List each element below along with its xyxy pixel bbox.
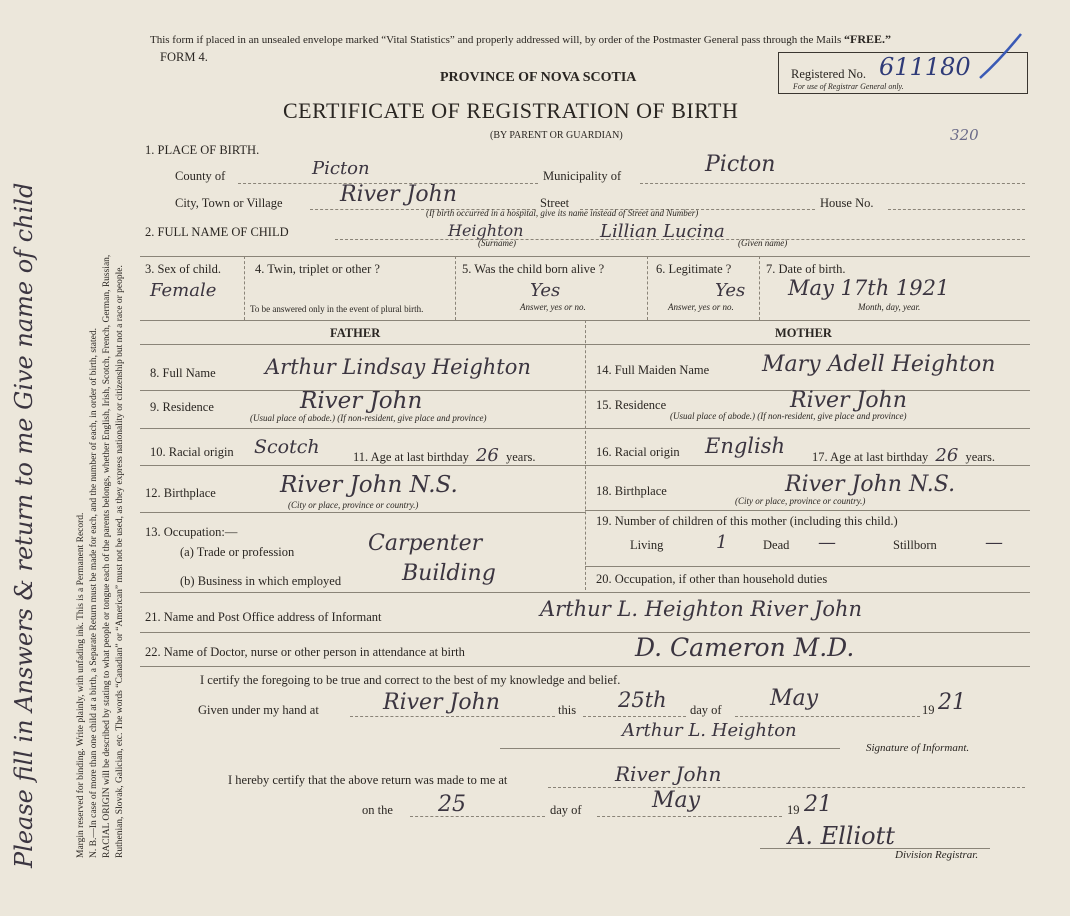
father-name-value: Arthur Lindsay Heighton <box>265 355 531 379</box>
sex-label: 3. Sex of child. <box>145 262 222 276</box>
registrar-signature-label: Division Registrar. <box>895 849 979 861</box>
mother-race-value: English <box>705 434 786 458</box>
mother-race-label: 16. Racial origin <box>596 445 680 459</box>
father-residence-note: (Usual place of abode.) (If non-resident, give place and province) <box>250 413 487 423</box>
child-name-label: 2. FULL NAME OF CHILD <box>145 225 289 239</box>
child-surname: Heighton <box>448 221 524 240</box>
municipality-value: Picton <box>705 152 776 177</box>
informant-signature-label: Signature of Informant. <box>866 742 970 754</box>
father-race-value: Scotch <box>254 436 320 458</box>
surname-note: (Surname) <box>478 238 516 248</box>
father-occupation-label: 13. Occupation:— <box>145 525 238 539</box>
informant-signature: Arthur L. Heighton <box>622 720 797 741</box>
legitimate-note: Answer, yes or no. <box>668 302 734 312</box>
this-label: this <box>558 703 577 717</box>
date-of-birth-value: May 17th 1921 <box>788 276 950 300</box>
living-label: Living <box>630 538 664 552</box>
father-trade-label: (a) Trade or profession <box>180 545 295 559</box>
city-label: City, Town or Village <box>175 196 283 210</box>
father-age-value: 26 <box>475 445 499 466</box>
stillborn-value: — <box>985 532 1003 553</box>
margin-note-racial-origin-1: RACIAL ORIGIN will be described by stating to what people or tongue each of the parents belongs, whether English, Irish, Scotch, French, German, Russian, <box>102 254 112 858</box>
stillborn-label: Stillborn <box>893 538 937 552</box>
hospital-note: (If birth occurred in a hospital, give its name instead of Street and Number) <box>426 208 699 218</box>
father-birthplace-label: 12. Birthplace <box>145 486 216 500</box>
registrar-year-prefix: 19 <box>787 803 800 817</box>
informant-value: Arthur L. Heighton River John <box>540 597 863 621</box>
date-of-birth-note: Month, day, year. <box>858 302 921 312</box>
mother-birthplace-value: River John N.S. <box>785 472 956 497</box>
father-age-label: 11. Age at last birthday 26 years. <box>353 445 536 466</box>
alive-value: Yes <box>530 280 561 301</box>
father-residence-value: River John <box>300 388 423 414</box>
registrar-statement: I hereby certify that the above return was made to me at <box>228 773 508 787</box>
margin-note-multiple-births: N. B.—In case of more than one child at a birth, a Separate Return must be made for each, and the number of each, in order of birth, stated. <box>89 328 99 858</box>
registrar-month-value: May <box>652 788 701 813</box>
living-value: 1 <box>716 532 728 553</box>
registrar-on-label: on the <box>362 803 393 817</box>
form-number: FORM 4. <box>160 50 208 64</box>
dead-value: — <box>818 532 836 553</box>
county-label: County of <box>175 169 226 183</box>
mother-age-value: 26 <box>935 445 959 466</box>
registrar-dayof-label: day of <box>550 803 582 817</box>
municipality-label: Municipality of <box>543 169 622 183</box>
dead-label: Dead <box>763 538 790 552</box>
given-year-prefix: 19 <box>922 703 935 717</box>
mother-residence-value: River John <box>790 388 907 413</box>
margin-note-racial-origin-2: Ruthenian, Slovak, Galician, etc. The words “Canadian” or “American” must not be used, as they express nationality or citizenship but not a race or people. <box>115 265 125 858</box>
province-heading: PROVINCE OF NOVA SCOTIA <box>440 70 637 85</box>
county-value: Picton <box>312 158 370 179</box>
mother-name-label: 14. Full Maiden Name <box>596 363 710 377</box>
legitimate-value: Yes <box>715 280 746 301</box>
mother-residence-note: (Usual place of abode.) (If non-resident, give place and province) <box>670 411 907 421</box>
alive-note: Answer, yes or no. <box>520 302 586 312</box>
mother-birthplace-label: 18. Birthplace <box>596 484 667 498</box>
father-trade-value: Carpenter <box>368 531 483 556</box>
doctor-value: D. Cameron M.D. <box>635 633 855 662</box>
registrar-signature: A. Elliott <box>788 822 895 850</box>
mother-heading: MOTHER <box>775 326 832 340</box>
mother-birthplace-note: (City or place, province or country.) <box>735 496 866 506</box>
mother-residence-label: 15. Residence <box>596 398 667 412</box>
father-birthplace-note: (City or place, province or country.) <box>288 500 419 510</box>
corner-pencil-mark: 320 <box>950 126 979 144</box>
father-business-label: (b) Business in which employed <box>180 574 342 588</box>
given-under-label: Given under my hand at <box>198 703 319 717</box>
place-of-birth-heading: 1. PLACE OF BIRTH. <box>145 143 260 157</box>
alive-label: 5. Was the child born alive ? <box>462 262 605 276</box>
child-given-name: Lillian Lucina <box>600 221 725 242</box>
registered-note: For use of Registrar General only. <box>793 82 904 91</box>
given-day-value: 25th <box>618 688 667 712</box>
father-heading: FATHER <box>330 326 381 340</box>
margin-note-binding: Margin reserved for binding. Write plainly, with unfading ink. This is a Permanent Record. <box>76 512 86 858</box>
page-title: CERTIFICATE OF REGISTRATION OF BIRTH <box>283 98 739 123</box>
father-business-value: Building <box>402 561 496 586</box>
mother-age-label: 17. Age at last birthday 26 years. <box>812 445 995 466</box>
postal-notice: This form if placed in an unsealed envelope marked “Vital Statistics” and properly addressed will, by order of the Postmaster General pass through the Mails “FREE.” <box>150 32 891 46</box>
certify-statement: I certify the foregoing to be true and correct to the best of my knowledge and belief. <box>200 673 621 687</box>
given-month-value: May <box>770 686 819 711</box>
registrar-place-value: River John <box>615 762 722 786</box>
mother-children-label: 19. Number of children of this mother (including this child.) <box>596 514 898 528</box>
page-subtitle: (BY PARENT OR GUARDIAN) <box>490 130 623 141</box>
mother-name-value: Mary Adell Heighton <box>762 352 996 377</box>
given-year-value: 21 <box>938 690 966 715</box>
twin-label: 4. Twin, triplet or other ? <box>255 262 380 276</box>
margin-handwritten-instruction: Please fill in Answers & return to me Give name of child <box>10 182 38 868</box>
father-birthplace-value: River John N.S. <box>280 472 458 498</box>
given-name-note: (Given name) <box>738 238 788 248</box>
legitimate-label: 6. Legitimate ? <box>656 262 732 276</box>
street-label: Street <box>540 196 570 210</box>
date-of-birth-label: 7. Date of birth. <box>766 262 846 276</box>
city-value: River John <box>340 182 457 207</box>
registrar-year-value: 21 <box>804 792 832 817</box>
registered-label: Registered No. <box>791 67 866 81</box>
doctor-label: 22. Name of Doctor, nurse or other person in attendance at birth <box>145 645 465 659</box>
registrar-day-value: 25 <box>438 792 466 817</box>
given-dayof-label: day of <box>690 703 722 717</box>
father-name-label: 8. Full Name <box>150 366 216 380</box>
mother-occupation-label: 20. Occupation, if other than household duties <box>596 572 828 586</box>
father-residence-label: 9. Residence <box>150 400 214 414</box>
given-place-value: River John <box>383 690 500 715</box>
father-race-label: 10. Racial origin <box>150 445 234 459</box>
informant-label: 21. Name and Post Office address of Informant <box>145 610 382 624</box>
sex-value: Female <box>150 280 217 301</box>
twin-note: To be answered only in the event of plural birth. <box>250 304 424 314</box>
house-number-label: House No. <box>820 196 874 210</box>
registered-number: 611180 <box>879 53 971 81</box>
blue-check-mark-icon <box>975 30 1025 85</box>
